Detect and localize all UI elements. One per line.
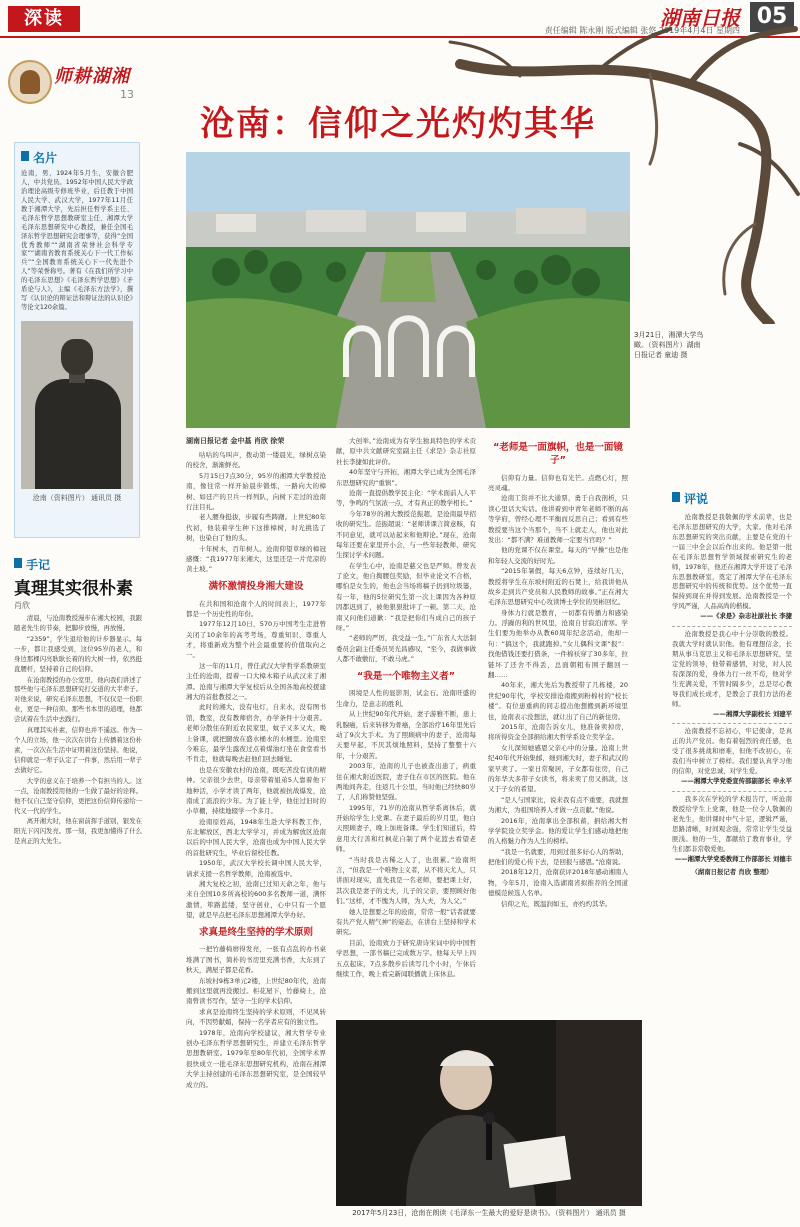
article-paragraph: 沧南工资并不比大通票，勇于自我剖析，只读心里话大实话。他讲着到中青年老师不断的高等学府，曾经心理不平衡而反思自己；看到有些教授要当这个当那个，当不上就走人，他也对此发出：“都不满？难道教师一定要当官吗？” [488, 494, 628, 544]
comment-block [672, 630, 792, 719]
teacher-portrait-icon [8, 60, 52, 104]
divider [672, 723, 792, 724]
article-paragraph: 沧南一直提倡教学民主化：“学术面前人人平等，争鸣的气氛浓一点，才有真正的教学相长。” [336, 488, 476, 508]
column-number: 13 [120, 88, 134, 101]
article-paragraph: 老人腰身挺拔，步履有些踌躇。上世纪80年代初，他装着学生种下这排樟树，时光挑选了树，也染白了他的头。 [186, 513, 326, 543]
article-paragraph: 女儿深知她感恩父亲心中的分量。沧南上世纪40年代开始集邮，细到湘大时，妻子和武汉的家早卖了。一家日常聚居，子女都有住房，自己的年华大多带子女读书，将来卖了房又捐款，这又于子女的希望。 [488, 743, 628, 794]
comment-text: 沧南教授是我敬佩的学术前辈，也是毛泽东思想研究的大学，大家。他对毛泽东思想研究的突出贡献，主要是在党的十一届三中全会以后作出来的。他是第一批在毛泽东思想哲学领域探索研究生的老师，1978年，他还在湘潭大学开设了毛泽东思想教研室，奠定了湘潭大学在毛泽东思想研究中的传统和优势。这个优势一直保持到现在并得到发展。沧南教授是一个学风严谨，人品高尚的楷模。 [672, 513, 792, 611]
essay-title: 真理其实很朴素 [14, 579, 133, 599]
article-paragraph: 40年来，湘大先后为教授带了几栋楼，20世纪90年代，学校安排沧南搬到粉棉村的“校长楼”。有位患重病的同志提出他想搬到新环境里住，沧南表示没想法，就让出了自己的新住房。 [488, 681, 628, 721]
article-paragraph: 大创举。”沧南成为有学生独具特色的学术贡献，原中共文献研究室副主任《求是》杂志社原社长李捷如此评价。 [336, 437, 476, 466]
column-logo [8, 58, 138, 110]
commentary-column [672, 490, 792, 880]
article-paragraph: 困境是人性的显影剂，试金石。沧南旺盛的生命力，是意志的胜利。 [336, 689, 476, 708]
campus-aerial-photo [186, 152, 630, 428]
comment-signature: ——湘潭大学党委宣传部副部长 申永平 [681, 777, 792, 786]
profile-bio: 沧南，男，1924年5月生，安徽合肥人，中共党员。1952年中国人民大学政治理论高级专修班毕业，后任教于中国人民大学、武汉大学，1977年11月任教于湘潭大学，先后担任哲学系主任、毛泽东哲学思想教研室主任、湘潭大学毛泽东思想研究中心教授，兼任全国毛泽东哲学思想研究会理事等，获得“全国优秀教师”“湖南省荣誉社会科学专家”“湖南省教育系统关心下一代工作标兵”“全国教育系统关心下一代先进个人”等荣誉称号。著有《在我们所学习中的毛泽东思想》《毛泽东哲学思想》《矛盾论与人》，主编《毛泽东方法学》，撰写《认识论的辩证法和辩证法的认识论》等论文120余篇。 [21, 170, 133, 312]
article-paragraph: 这一年的11月，曾任武汉大学哲学系教研室主任的沧南，提着一口大樟木箱子从武汉来了湘潭。沧南与湘潭大学复校后从全国各地高校援建湘大的首批教授之一。 [186, 661, 326, 702]
comment-block [672, 513, 792, 622]
article-column-3 [488, 436, 628, 1016]
edition-info: 责任编辑 陈永刚 版式编辑 张悠 2019年4月4日 星期四 [544, 26, 740, 35]
essay-label: 手记 [14, 556, 50, 573]
comment-signature: ——湘潭大学副校长 刘建平 [713, 709, 792, 718]
divider [672, 791, 792, 792]
article-paragraph: 她人是想要之年的沧南，常常一般“话者就要有共产党人精气神”的姿态，在讲台上坚持和学术研究。 [336, 907, 476, 937]
comment-text: 沧南教授是我心中十分崇敬的教授。我就大学时就认识他。他有理想信念，长期从事马克思主义和毛泽东思想研究，坚定党的领导，他带着感情，对党，对人民有深深的爱，身体力行一丝不苟，他对学生充满关爱，不管时隔多少，总是尽心教导我们成长成才，是教会了我们方法的老师。 [672, 630, 792, 708]
portrait-caption: 沧南（资料图片） 通讯员 摄 [32, 494, 122, 502]
article-paragraph: “我是一名就要，用到过很多好心人的帮助，把他们的爱心传下去，是回报与感恩。”沧南说。 [488, 847, 628, 867]
column-title: 师耕湖湘 [54, 66, 130, 87]
comment-block [672, 795, 792, 864]
article-paragraph: 在共和国和沧南个人的时间表上，1977年都是一个历史性的年份。 [186, 599, 326, 618]
article-paragraph: “老师的严厉，我受益一生。”广东省人大法制委员会副主任委员吴光昌感叹，“至今，我做事做人都不敢敷衍，不敢马虎。” [336, 634, 476, 664]
article-paragraph: 今年78岁的湘大教授范振超，是沧南最早招收的研究生。范振超说：“老师讲课言简意赅，有不同意见，就可以站起来和他辩论。”现在，沧南每年还要在家里开小会，与一些年轻教师、研究生探讨学术问题。 [336, 509, 476, 560]
speaker-photo-caption: 2017年5月23日，沧南在朗读《毛泽东一生最大的爱好是读书》。（资料图片） 通讯员 摄 [352, 1209, 626, 1217]
comment-text: 沧南教授不忘初心，牢记使命，是真正的共产党员。他有着强烈的责任感，也受了很多挑战和磨难，但他不改初心，在我们当中树立了榜样。我们要认真学习他的信仰，对党忠诚，对学生爱。 [672, 727, 792, 776]
portrait-photo [21, 321, 133, 489]
article-paragraph: 一把竹藤椅磨得发亮，一张有点乱的办书桌堆满了图书，简朴的书房里充满书香，大东到了秋天，满屋子都是花香。 [186, 945, 326, 975]
article-paragraph: 此时的湘大，没有电灯，自来水，没有图书馆，教室，没有教师宿舍，办学条件十分艰苦。老师分散住在附近农民家里，蚊子又多又大，晚上备课，就把腿放在盛水桶水的水桶里。沧南至今难忘，最学生露夜过点着煤油灯坐在食堂看书不肯走，他就每晚去赶他们回去睡觉。 [186, 703, 326, 764]
article-column-1 [186, 450, 326, 1214]
article-paragraph: “当时我是古稀之人了，也很累。”沧南坦言，“但我是一个唯物主义者，从不将天尤人，只讲面对现实，直先我是一名老师，要把课上好，其次我是妻子的丈夫，儿子的父亲，要照顾好他们。”这样，才不愧为人师，为人夫，为人父。” [336, 855, 476, 906]
essay-body [14, 614, 142, 1220]
article-paragraph: 2015年，沧南告诉女儿，他准备卖掉房，将所得资金全部捐给湘大哲学系设立奖学金。 [488, 723, 628, 742]
article-paragraph: 信仰有力量。信仰也有光芒。点燃心灯，照亮灵魂。 [488, 473, 628, 493]
article-paragraph: 他的党课不仅在课堂。每天的“早操”也是他和年轻人交流的好时光。 [488, 546, 628, 565]
article-paragraph: 湘大复校之初，沧南已过知天命之年，他与来自全国10多所高校的600多名教师一道，满怀激情，筚路蓝缕，坚守创业，心中只有一个愿望，就是早点把毛泽东思想湘潭大学办好。 [186, 880, 326, 920]
article-paragraph: 东坡村9栋3单元2楼，上世纪80年代，沧南搬到这里就再没搬过。柜花屋下，竹藤椅上，沧南曾读书写作，坚守一生的学术信仰。 [186, 976, 326, 1006]
article-paragraph: 咕咕的鸟叫声，拨动第一缕晨光，绿树点染的校舍，渐渐鲜亮。 [186, 451, 326, 470]
article-byline: 湖南日报记者 金中基 肖欣 徐荣 [186, 437, 285, 445]
profile-card [14, 142, 140, 538]
headline: 沧南：信仰之光灼灼其华 [200, 104, 596, 144]
subheading: 满怀激情投身湘大建设 [208, 580, 304, 592]
essay-paragraph: 清晨，与沧南教授漫步在湘大校园，我跟随老先生的节奏，把脚步放慢，再放慢。 [14, 614, 142, 632]
comment-text: 我多次在学校的学术报告厅，听沧南教授给学生上党课，他是一位令人敬佩的老先生，他讲课时中气十足，逻辑严谨，思路清晰，时间观念强，常常让学生受益匪浅。他的一生，都献给了教育事业，学生们都非常敬爱他。 [672, 794, 792, 853]
essay-paragraph: 离开湘大时，他在窗前挥手道别，银发在阳光下闪闪发亮。那一刻，我更加懂得了什么是真正的大先生。 [14, 817, 142, 846]
article-paragraph: 在学生心中，沧南是慈父也是严师。曾发表了论文，他自掏腰包奖励，但毕业论文不合格，哪怕是女生的，他也会当场将稿子扔到垃圾篓，有一年，他的5位研究生第一次上课因为各种原因都迟到了，被他狠狠批评了一顿。第二天，沧南又问他们道歉：“我是把你们当成自己的孩子呀。” [336, 561, 476, 633]
article-paragraph: 1977年12月10日，570万中国考生走进曾关闭了10余年的高考考场，尊重知识、尊重人才，将重新成为整个社会最重要的价值取向之一。 [186, 620, 326, 660]
essay-paragraph: 真理其实朴素，信仰也并不遥远。作为一个人的立场，他一次次在讲台上传播着这份朴素，一次次在生活中证明着这份坚持。他说，信仰就是一辈子认定了一件事，然后用一辈子去做好它。 [14, 726, 142, 774]
essay-paragraph: 大学的意义在于培养一个有担当的人。这一点，沧南教授用他的一生做了最好的诠释。他不仅自己坚守信仰，更把这份信仰传递给一代又一代的学生。 [14, 776, 142, 815]
article-paragraph: 5月15日7点30分，95岁的湘潭大学教授沧南，像往常一样开始晨步锻炼，一路向大的樟树、如廷产的卫兵一样列队，向树下走过的沧南行注目礼。 [186, 471, 326, 511]
article-paragraph: “是人与国家比，说来我有点不重要，我就想为湘大，为祖国培养人才做一点贡献。”他说。 [488, 795, 628, 815]
subheading: “老师是一面旗帜，也是一面镜子” [493, 442, 623, 466]
article-paragraph: 目前，沧南致力于研究唐诗宋词中的中国哲学思想，一部书稿已完成数万字。他每天早上四五点起床，7点多散步后读写几个小时，午休后继续工作，晚上看完新闻联播就上床休息。 [336, 938, 476, 978]
article-paragraph: “2015年暑假，每天6点钟，连续好几天，教授将学生在东坡村附近的石凳上，给我讲他从故乡走到共产党员和人民教师的故事。”正在湘大毛泽东思想研究中心攻读博士学位的吴彬回忆。 [488, 567, 628, 607]
essay-author: 肖欣 [14, 601, 30, 610]
article-paragraph: 1950年，武汉大学校长调中国人民大学，请求支援一名哲学教师，沧南被选中。 [186, 859, 326, 878]
article-paragraph: 2003年，沧南的儿子也被查出患了，病重住在湘大附近医院，妻子住在市区的医院。他在两地间奔走，往返几十公里，当时他已经快80岁了，人们称赞他坚强。 [336, 762, 476, 802]
divider [672, 626, 792, 627]
article-column-2 [336, 436, 476, 1016]
section-tag: 深读 [8, 6, 80, 32]
photo-caption: 3月21日，湘潭大学鸟瞰。（资料图片）湖南日报记者 童迪 摄 [634, 331, 704, 360]
essay-paragraph: 在沧南教授的办公室里，他向我们讲述了那些他与毛泽东思想研究打交道的大半辈子。对他来说，研究毛泽东思想，不仅仅是一份职业，更是一种信仰。那些书本里的道理，他都尝试着在生活中去践行。 [14, 675, 142, 724]
comment-signature: ——《求是》杂志社原社长 李捷 [700, 612, 792, 621]
comment-signature: ——湘潭大学党委教师工作部部长 刘德丰 [674, 854, 792, 863]
masthead-logo: 湖南日报 [660, 6, 740, 30]
comments-credit: （湖南日报记者 肖欣 整理） [691, 868, 773, 877]
speaker-photo [336, 1020, 642, 1206]
article-paragraph: 从上世纪90年代开始，妻子游雅不断，患上乳腺癌，后来转移为骨癌，全部治疗16年里先后动了9次大手术。为了照顾病中的妻子，沧南每天要早起，不厌其烦地照料，坚持了整整十六年，十分艰苦。 [336, 710, 476, 760]
article-paragraph: 2016年，沧南拿出全部积蓄，捐给湘大哲学学院设立奖学金。他的爱让学生们感动地把他的人格魅力作为人生的榜样。 [488, 816, 628, 846]
subheading: “我是一个唯物主义者” [357, 670, 455, 682]
article-paragraph: 2018年12月，沧南获评2018年感动湘南人物，今年5月，沧南入选湖南省拟推荐的全国道德模范候选人名单。 [488, 868, 628, 898]
commentary-label: 评说 [672, 490, 792, 507]
article-paragraph: 40年坚守与开拓，湘潭大学已成为全国毛泽东思想研究的“重镇”。 [336, 468, 476, 487]
article-paragraph: 1978年，沧南向学校建议，湘大哲学专业创办毛泽东哲学思想研究生，并建立毛泽东哲学思想教研室。1979年至80年代初，全国学术界很快成立一批毛泽东思想研究机构，沧南在湘潭大学主持创建的毛泽东思想研究室，是全国较早成立的。 [186, 1028, 326, 1089]
article-paragraph: 1995年，71岁的沧南从哲学系离休后，就开始给学生上党课。在妻子最后的岁月里，他白天照顾妻子，晚上加班备课。学生们知道后，特意用大行善和红枫花自制了两个花篮去看望老师。 [336, 803, 476, 854]
article-paragraph: 也是在安徽农村的沧南，既吃苦没有读的精神。父亲很少去世，母亲带着姐弟5人靠着他下地种活，小学才读了两年，他就被抗战爆发，沧南成了流浪的少年。为了能上学，他住过旧时的小草棚，持续地辍学一个多月。 [186, 765, 326, 816]
page-number: 05 [750, 2, 794, 32]
article-paragraph: 信仰之光，既温润如玉，亦灼灼其华。 [501, 899, 612, 908]
article-paragraph: 十年树木，百年树人。沧南仰望草绿的樟冠感慨：“我1977年来湘大，这里还是一片荒凉的黄土坡。” [186, 544, 326, 574]
article-paragraph: 求真是沧南终生坚持的学术原则，不见风转向，不因势献媚，保持一名学者应有的独立性。 [186, 1007, 326, 1027]
comment-block [672, 727, 792, 787]
article-paragraph: 沧南原姓高，1948年生赴大学科教工作，东北解放区，西北大学学习，并成为解放区沧南以后的中国人民大学，沧南也成为中国人民大学的首批研究生，毕业后留校任教。 [186, 817, 326, 857]
subheading: 求真是终生坚持的学术原则 [198, 926, 313, 938]
article-paragraph: 身体力行就是教育，一切都有传播力和感染力。浮躁的利的世风里，沧南自甘寂泊清寒。学生们要为他举办从教60周年纪念活动，他却一句：“搞这个，我就跑掉。”女儿偶科文课“报”：找他借钱还要打借条，一件棉袄穿了30多年，拉链坏了还舍不得丢，总面朝粗布围子翻回一翻…… [488, 608, 628, 680]
profile-label: 名片 [21, 149, 133, 166]
essay-paragraph: “2359”，学生退给他的计步器显示。每一步，都让我感受到，这位95岁的老人，和身边那棵闪亮耿耿长着的的大树一样，依然挺直腰杆，坚持着自己的信仰。 [14, 634, 142, 673]
